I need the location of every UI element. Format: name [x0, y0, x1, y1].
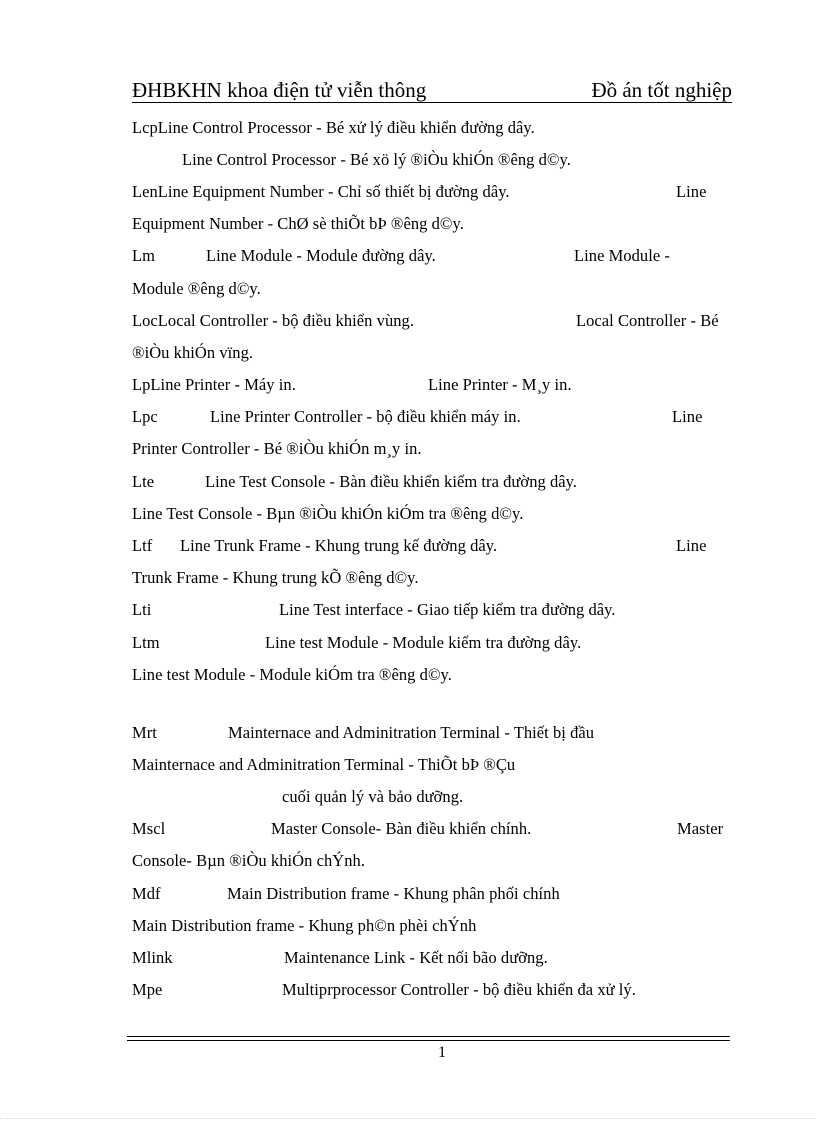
glossary-term: Ltm [132, 633, 160, 652]
glossary-term: Lpc [132, 407, 158, 426]
glossary-line: Main Distribution frame - Khung ph©n phèi chÝnh [132, 916, 477, 935]
glossary-line: cuối quản lý và bảo dưỡng. [282, 787, 464, 806]
glossary-term: Lm [132, 246, 156, 265]
glossary-line: Console- Bµn ®iÒu khiÓn chÝnh. [132, 851, 365, 870]
glossary-line: Line Printer - M¸y in. [428, 375, 572, 394]
glossary-term: Mrt [132, 723, 157, 742]
header-rule [132, 102, 732, 103]
glossary-line: Line Module - [574, 246, 670, 265]
glossary-line: Master Console- Bàn điều khiển chính. [271, 819, 532, 838]
glossary-line: Line Printer Controller - bộ điều khiển máy in. [210, 407, 521, 426]
glossary-line: Trunk Frame - Khung trung kÕ ®êng d©y. [132, 568, 419, 587]
glossary-line: Line Test Console - Bàn điều khiển kiểm tra đường dây. [205, 472, 578, 491]
glossary-line: Line [672, 407, 703, 426]
glossary-line: Line Test interface - Giao tiếp kiểm tra đường dây. [279, 600, 616, 619]
glossary-line: Line test Module - Module kiểm tra đường dây. [265, 633, 582, 652]
glossary-line: Line Test Console - Bµn ®iÒu khiÓn kiÓm tra ®êng d©y. [132, 504, 524, 523]
glossary-term: Mdf [132, 884, 161, 903]
header-right: Đồ án tốt nghiệp [591, 78, 732, 102]
header-left: ĐHBKHN khoa điện tử viễn thông [132, 78, 427, 102]
glossary-line: Multiprprocessor Controller - bộ điều khiển đa xử lý. [282, 980, 636, 999]
glossary-line: LocLocal Controller - bộ điều khiển vùng. [132, 311, 415, 330]
glossary-line: Mainternace and Adminitration Terminal - ThiÕt bÞ ®Çu [132, 755, 516, 774]
glossary-line: Mainternace and Adminitration Terminal - Thiết bị đầu [228, 723, 595, 742]
glossary-line: Master [677, 819, 724, 838]
glossary-line: LpLine Printer - Máy in. [132, 375, 296, 394]
page-bottom-border [0, 1118, 816, 1119]
glossary-line: LcpLine Control Processor - Bé xử lý điều khiển đường dây. [132, 118, 535, 137]
glossary-term: Mlink [132, 948, 173, 967]
glossary-line: Maintenance Link - Kết nối bão dưỡng. [284, 948, 548, 967]
glossary-line: Line [676, 182, 707, 201]
page-header [132, 76, 732, 104]
glossary-term: Mpe [132, 980, 163, 999]
footer-rule [127, 1036, 730, 1041]
glossary-line: Line [676, 536, 707, 555]
glossary-term: Lti [132, 600, 152, 619]
glossary-line: ®iÒu khiÓn vïng. [132, 343, 254, 362]
glossary-line: LenLine Equipment Number - Chỉ số thiết bị đường dây. [132, 182, 510, 201]
glossary-term: Ltf [132, 536, 153, 555]
glossary-line: Equipment Number - ChØ sè thiÕt bÞ ®êng d©y. [132, 214, 464, 233]
glossary-line: Line Control Processor - Bé xö lý ®iÒu khiÓn ®êng d©y. [182, 150, 571, 169]
glossary-line: Main Distribution frame - Khung phân phối chính [227, 884, 560, 903]
glossary-line: Line test Module - Module kiÓm tra ®êng d©y. [132, 665, 452, 684]
glossary-line: Module ®êng d©y. [132, 279, 261, 298]
glossary-term: Lte [132, 472, 155, 491]
glossary-line: Line Trunk Frame - Khung trung kế đường dây. [180, 536, 498, 555]
page-number: 1 [438, 1044, 446, 1061]
glossary-term: Mscl [132, 819, 166, 838]
glossary-line: Line Module - Module đường dây. [206, 246, 436, 265]
glossary-line: Local Controller - Bé [576, 311, 719, 330]
glossary-line: Printer Controller - Bé ®iÒu khiÓn m¸y in. [132, 439, 422, 458]
